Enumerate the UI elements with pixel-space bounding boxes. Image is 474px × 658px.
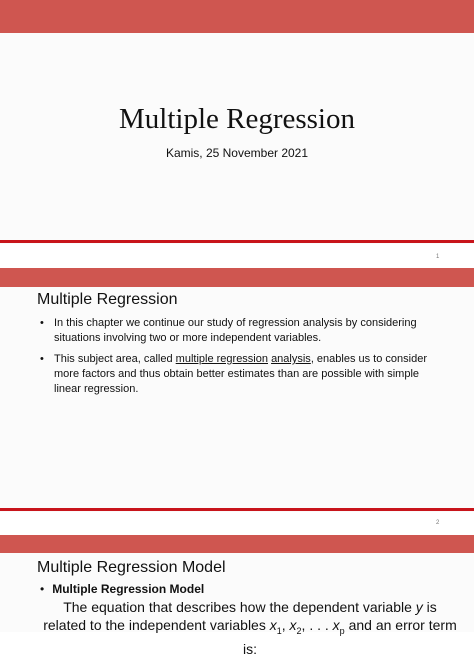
- slide-1-title: Multiple Regression: [118, 103, 355, 135]
- slide-2-bullets: [40, 316, 445, 397]
- eq-line2-pre: related to the independent variables: [43, 617, 270, 633]
- slide-2-bullet-2-multiple-regression: multiple regression: [175, 353, 268, 365]
- slide-3-equation-line-2: [40, 616, 460, 658]
- bullet-dot: •: [40, 317, 44, 329]
- eq-sub-2: 2: [296, 625, 302, 636]
- slide-1-top-bar: [0, 0, 474, 33]
- eq-line2-post: and an error term is:: [243, 617, 457, 657]
- eq-dots: , . . .: [301, 617, 333, 633]
- eq-x2: x: [289, 617, 297, 633]
- slide-2-bullet-2-pre: This subject area, called: [54, 353, 176, 365]
- slide-3-bullet-text: Multiple Regression Model: [52, 582, 205, 596]
- slide-1-rule: [0, 240, 474, 243]
- eq-line1-pre: The equation that describes how the dependent variable: [63, 599, 416, 615]
- slide-2-bullet-2: [40, 352, 445, 397]
- slide-3-top-bar: [0, 535, 474, 553]
- slide-2-top-bar: [0, 268, 474, 287]
- bullet-dot: •: [40, 582, 45, 596]
- bullet-dot: •: [40, 353, 44, 365]
- eq-sub-p: p: [339, 625, 345, 636]
- slide-2-bullet-1: [40, 316, 445, 346]
- eq-x1: x: [269, 617, 277, 633]
- slide-2-rule: [0, 508, 474, 511]
- slide-2-bullet-2-post: , enables us to consider more factors and thus obtain better estimates than are possible with simple linear regression.: [54, 353, 427, 395]
- slide-3-bullet: [40, 582, 204, 596]
- slide-1-page-number: 1: [436, 254, 440, 260]
- eq-y: y: [415, 599, 423, 615]
- slide-3-equation-text: [40, 598, 460, 658]
- slide-1-date: Kamis, 25 November 2021: [165, 146, 309, 160]
- eq-xp: x: [332, 617, 340, 633]
- slide-2-page-number: 2: [436, 520, 440, 526]
- slide-3-equation-line-1: [40, 598, 460, 616]
- slide-2-bullet-2-analysis: analysis: [271, 353, 311, 365]
- slide-2-bullet-1-text: In this chapter we continue our study of regression analysis by considering situations involving two or more independent variables.: [54, 317, 417, 344]
- eq-line1-post: is: [422, 599, 437, 615]
- eq-sub-1: 1: [276, 625, 282, 636]
- slide-2-title: Multiple Regression: [37, 291, 178, 308]
- eq-comma: ,: [281, 617, 290, 633]
- slide-3-title: Multiple Regression Model: [37, 559, 226, 576]
